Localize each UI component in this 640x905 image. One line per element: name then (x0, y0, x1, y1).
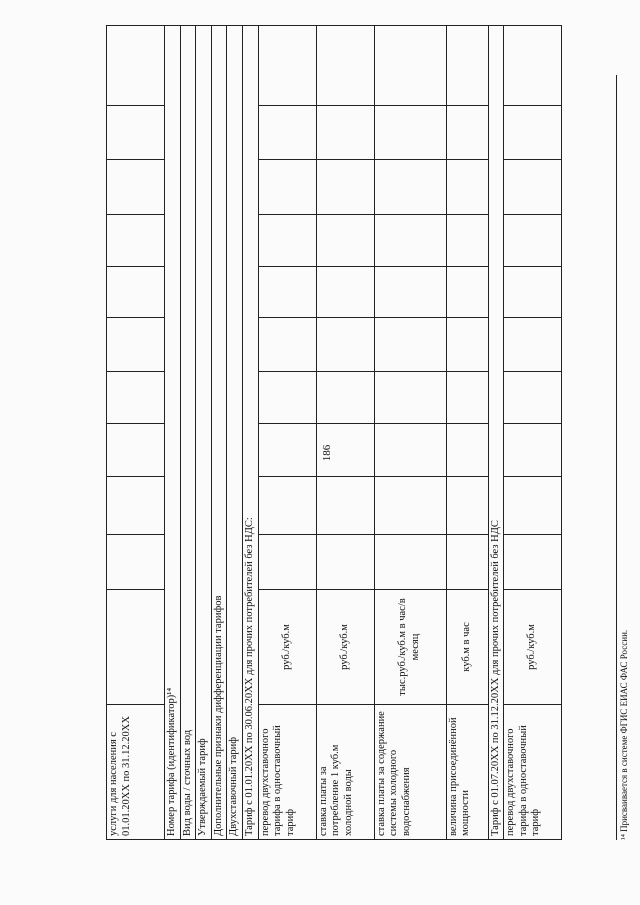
page-number: 186 (321, 444, 333, 462)
table-row (316, 26, 374, 840)
table-row (211, 26, 227, 840)
rotated-table-block (106, 75, 629, 840)
table-row (258, 26, 316, 840)
row-label: ставка платы за потребление 1 куб.м холодной воды (316, 705, 374, 840)
row-unit: руб./куб.м (258, 590, 316, 705)
period-header-row (488, 26, 504, 840)
table-row (165, 26, 181, 840)
table-row (504, 26, 562, 840)
two-part-tariff-row: Двухставочный тариф (227, 26, 243, 840)
row-unit: руб./куб.м (504, 590, 562, 705)
row-unit: тыс.руб./куб.м в час/в месяц (374, 590, 446, 705)
row-label: величина присоединённой мощности (446, 705, 488, 840)
row-unit: руб./куб.м (316, 590, 374, 705)
table-row (107, 26, 165, 840)
row-label: ставка платы за содержание системы холодного водоснабжения (374, 705, 446, 840)
row-label: перевод двухставочного тарифа в одноставочный тариф (258, 705, 316, 840)
approved-tariff-row: Утверждаемый тариф (196, 26, 212, 840)
water-type-row: Вид воды / сточных вод (180, 26, 196, 840)
period-1-title: Тариф с 01.01.20XX по 30.06.20XX для прочих потребителей без НДС: (242, 26, 258, 840)
footnote: ¹⁴ Присваивается в системе ФГИС ЕИАС ФАС России. (616, 75, 629, 840)
row-label: перевод двухставочного тарифа в одноставочный тариф (504, 705, 562, 840)
tariff-table (106, 25, 562, 840)
row-unit: куб.м в час (446, 590, 488, 705)
table-row (446, 26, 488, 840)
table-row (227, 26, 243, 840)
period-2-title: Тариф с 01.07.20XX по 31.12.20XX для прочих потребителей без НДС (488, 26, 504, 840)
differentiation-row: Дополнительные признаки дифференциации тарифов (211, 26, 227, 840)
table-row (374, 26, 446, 840)
table-row (180, 26, 196, 840)
table-row (196, 26, 212, 840)
tariff-number-row: Номер тарифа (идентификатор)¹⁴ (165, 26, 181, 840)
period-header-row (242, 26, 258, 840)
row-label: услуги для населения с 01.01.20XX по 31.12.20XX (107, 705, 165, 840)
